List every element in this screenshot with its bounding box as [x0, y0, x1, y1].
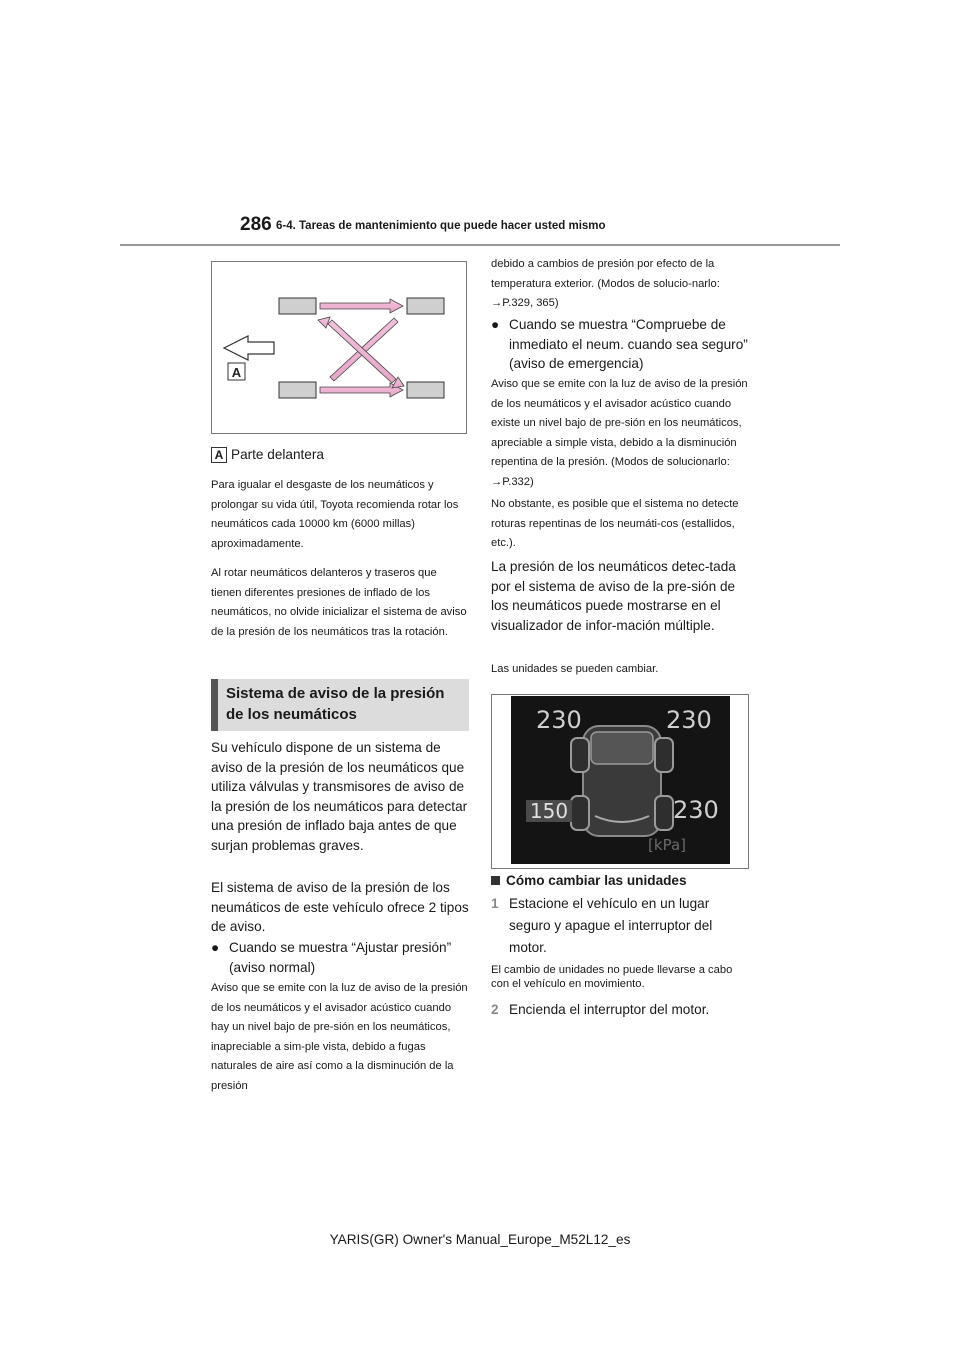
bullet-text: Cuando se muestra “Compruebe de inmediato el neum. cuando sea seguro” (aviso de emergencia)	[509, 317, 748, 372]
right-continuation: debido a cambios de presión por efecto de la temperatura exterior. (Modos de solucio-narlo: →P.329, 365)	[491, 258, 720, 310]
square-bullet-icon	[491, 876, 500, 885]
tire-rear-left	[279, 382, 316, 398]
bullet-normal-warning	[211, 938, 469, 977]
multi-info-display	[511, 696, 730, 864]
page-number: 286	[240, 214, 272, 235]
rotation-paragraph: Para igualar el desgaste de los neumáticos y prolongar su vida útil, Toyota recomienda rotar los neumáticos cada 10000 km (6000 millas) aproximadamente.	[211, 479, 459, 550]
section-heading: Sistema de aviso de la presión de los neumáticos	[226, 685, 445, 723]
header-divider	[120, 244, 840, 246]
bullet-icon: ●	[491, 317, 500, 332]
system-description: Su vehículo dispone de un sistema de aviso de la presión de los neumáticos que utiliza válvulas y transmisores de aviso de la presión de los neumáticos para detectar una presión de inflado baja antes de que surjan problemas graves.	[211, 740, 468, 853]
pressure-rear-left-low: 150	[526, 800, 572, 822]
arrow-icon: →	[491, 297, 503, 310]
diagram-caption	[211, 447, 324, 463]
front-direction-arrow	[224, 336, 274, 360]
normal-warning-desc: Aviso que se emite con la luz de aviso de la presión de los neumáticos y el avisador acústico cuando hay un nivel bajo de pre-sión en los neumáticos, inapreciable a sim-ple vista, debido a fugas naturales de aire así como a la disminución de la presión	[211, 982, 468, 1092]
caption-label-a: A	[211, 447, 227, 463]
display-description: La presión de los neumáticos detec-tada por el sistema de aviso de la pre-sión de los neumáticos puede mostrarse en el visualizador de infor-mación múltiple.	[491, 559, 736, 633]
pressure-front-right: 230	[666, 706, 712, 734]
pressure-rear-right: 230	[673, 796, 719, 824]
step-1	[491, 893, 749, 959]
step-2-number: 2	[491, 1002, 499, 1017]
tire-front-left	[279, 298, 316, 314]
section-title: 6-4. Tareas de mantenimiento que puede hacer usted mismo	[276, 220, 606, 232]
step-note: El cambio de unidades no puede llevarse a cabo con el vehículo en movimiento.	[491, 964, 733, 990]
units-note: Las unidades se pueden cambiar.	[491, 663, 659, 675]
tire-rear-right	[407, 382, 444, 398]
rotation-note: Al rotar neumáticos delanteros y traseros que tienen diferentes presiones de inflado de los neumáticos, no olvide inicializar el sistema de aviso de la presión de los neumáticos tras la rotación.	[211, 567, 467, 638]
step-1-text: Estacione el vehículo en un lugar seguro y apague el interruptor del motor.	[509, 896, 713, 955]
detection-note: No obstante, es posible que el sistema no detecte roturas repentinas de los neumáti-cos (estallidos, etc.).	[491, 498, 739, 550]
caption-text: Parte delantera	[231, 447, 324, 462]
step-1-number: 1	[491, 896, 499, 911]
section-heading-box	[211, 679, 469, 731]
bullet-emergency-warning	[491, 315, 749, 374]
pressure-front-left: 230	[536, 706, 582, 734]
step-2-text: Encienda el interruptor del motor.	[509, 1002, 710, 1017]
units-subheading: Cómo cambiar las unidades	[491, 871, 749, 891]
tire-front-right	[407, 298, 444, 314]
label-a: A	[231, 365, 242, 380]
tire-rotation-diagram	[211, 261, 467, 434]
pressure-unit: [kPa]	[648, 836, 686, 854]
warning-types: El sistema de aviso de la presión de los neumáticos de este vehículo ofrece 2 tipos de aviso.	[211, 880, 469, 935]
arrow-bottom	[320, 383, 403, 397]
footer: YARIS(GR) Owner's Manual_Europe_M52L12_es	[329, 1232, 631, 1247]
emergency-warning-desc: Aviso que se emite con la luz de aviso de la presión de los neumáticos y el avisador acústico cuando existe un nivel bajo de pre-sión en los neumáticos, apreciable a simple vista, debido a la disminución repentina de la presión. (Modos de solucionarlo: →P.332)	[491, 378, 748, 488]
bullet-icon: ●	[211, 940, 220, 955]
arrow-icon: →	[491, 475, 503, 488]
bullet-text: Cuando se muestra “Ajustar presión” (aviso normal)	[229, 940, 452, 975]
step-2	[491, 1000, 749, 1020]
arrow-top	[320, 299, 403, 313]
rotation-illustration	[212, 262, 466, 433]
